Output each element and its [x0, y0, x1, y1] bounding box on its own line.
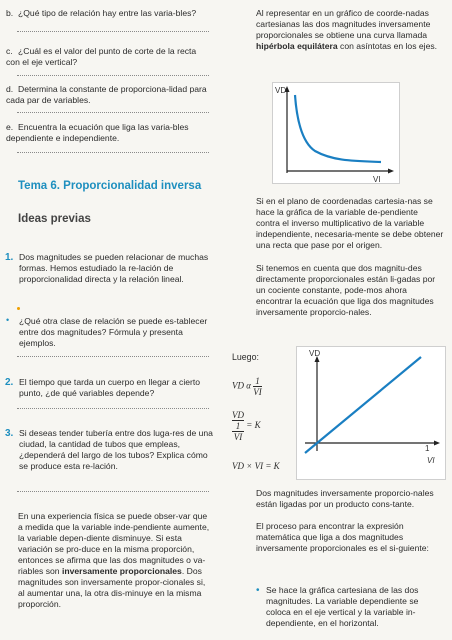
paragraph-text: Al representar en un gráfico de coorde-nadas cartesianas las dos magnitudes inversamente proporcionales se obtiene una curva llamada [256, 8, 431, 40]
bullet-question-text: ¿Qué otra clase de relación se puede es-tablecer entre dos magnitudes? Fórmula y presenta ejemplos. [19, 316, 208, 348]
answer-line [17, 408, 209, 409]
formula-product: VD × VI = K [232, 461, 280, 471]
question-d [6, 84, 211, 106]
explanation-text: En una experiencia física se puede obser-var que a medida que la variable inde-pendiente aumente, la variable depen-diente disminuye. Si esta variación se pro-duce en la misma proporción, entonces se afirma que las dos magnitudes o va-riables son [18, 511, 210, 576]
right-paragraph-1 [256, 8, 444, 52]
question-e-label: e. [6, 122, 14, 132]
item-number: 3. [5, 428, 14, 439]
explanation-paragraph [18, 511, 213, 610]
decorative-dot [17, 307, 20, 310]
y-axis-label: VD [275, 86, 287, 95]
question-d-label: d. [6, 84, 14, 94]
answer-line [17, 491, 209, 492]
question-b-label: b. [6, 8, 14, 18]
item-number: 2. [5, 377, 14, 388]
question-b-text: ¿Qué tipo de relación hay entre las varia-bles? [18, 8, 197, 18]
explanation-text-end: . Dos magnitudes son inversamente propor-cionales si, al aumentar una, la otra dis-minuye en la misma proporción. [18, 566, 206, 609]
answer-line [17, 75, 209, 76]
formula-fraction [253, 376, 262, 397]
answer-line [17, 152, 209, 153]
formula-quotient [232, 410, 261, 442]
hyperbola-chart [272, 82, 400, 184]
item-3-text: Si deseas tender tubería entre dos luga-res de una ciudad, la cantidad de tubos que empleas, ¿dependerá del largo de los tubos? Explica cómo se produce esta re-lación. [19, 428, 213, 471]
formula-compound-fraction [232, 410, 244, 442]
question-e-text: Encuentra la ecuación que liga las varia-bles dependiente e independiente. [6, 122, 189, 143]
y-axis-label: VD [309, 349, 321, 358]
formula-equals-k: = K [246, 420, 261, 431]
item-2-text: El tiempo que tarda un cuerpo en llegar a cierto punto, ¿de qué variables depende? [19, 377, 201, 398]
x-axis-label-num: 1 [425, 444, 430, 453]
section-subtitle: Ideas previas [18, 213, 91, 225]
x-axis-label-den: VI [427, 456, 435, 465]
paragraph-text-end: con asíntotas en los ejes. [337, 41, 438, 51]
answer-line [17, 356, 209, 357]
formula-lhs: VD [232, 380, 244, 391]
item-number: 1. [5, 252, 14, 263]
x-axis-arrow [434, 441, 440, 446]
bullet-mark: • [6, 315, 10, 325]
paragraph-highlight: hipérbola equilátera [256, 41, 338, 51]
item-1-text: Dos magnitudes se pueden relacionar de muchas formas. Hemos estudiado la re-lación de proporcionalidad directa y la relación lineal. [19, 252, 209, 284]
linear-chart [296, 346, 446, 480]
fraction-top: VD [232, 410, 244, 420]
right-paragraph-2: Si en el plano de coordenadas cartesia-nas se hace la gráfica de la variable de-pendiente contra el inverso multiplicativo de la variable independiente, necesaria-mente se debe obtener una recta que pase por el origen. [256, 196, 444, 250]
linear-chart-svg [297, 347, 445, 479]
formula-op: α [246, 380, 251, 391]
x-axis-label: VI [373, 175, 381, 183]
answer-line [17, 112, 209, 113]
right-paragraph-4: Dos magnitudes inversamente proporcio-nales están ligadas por un producto cons-tante. [256, 488, 434, 509]
question-c-text: ¿Cuál es el valor del punto de corte de la recta con el eje vertical? [6, 46, 197, 67]
question-c-label: c. [6, 46, 13, 56]
fraction-denominator: VI [253, 387, 262, 397]
right-paragraph-6: Se hace la gráfica cartesiana de las dos magnitudes. La variable dependiente se coloca en el eje vertical y la variable in-dependiente, en el horizontal. [266, 585, 419, 628]
answer-line [17, 31, 209, 32]
right-paragraph-3: Si tenemos en cuenta que dos magnitu-des directamente proporcionales están li-gadas por un cociente constante, pode-mos ahora encontrar la ecuación que liga dos magnitudes inversamente proporcio-nales. [256, 263, 436, 317]
question-b [6, 8, 211, 19]
question-d-text: Determina la constante de proporciona-lidad para cada par de variables. [6, 84, 207, 105]
section-title: Tema 6. Proporcionalidad inversa [18, 180, 202, 192]
x-axis-arrow [388, 169, 394, 174]
hyperbola-curve [295, 95, 381, 162]
right-paragraph-5: El proceso para encontrar la expresión matemática que liga a dos magnitudes inversamente proporcionales es el si-guiente: [256, 521, 429, 553]
question-e [6, 122, 211, 144]
fraction-inner-den: VI [233, 432, 243, 442]
linear-line [305, 357, 421, 453]
fraction-inner-num: 1 [232, 420, 244, 431]
explanation-highlight: inversamente proporcionales [61, 566, 182, 576]
bullet-mark: • [256, 585, 260, 596]
fraction-numerator: 1 [255, 376, 260, 386]
luego-label: Luego: [232, 352, 259, 362]
question-c [6, 46, 211, 68]
formula-proportional [232, 376, 262, 397]
hyperbola-chart-svg [273, 83, 399, 183]
